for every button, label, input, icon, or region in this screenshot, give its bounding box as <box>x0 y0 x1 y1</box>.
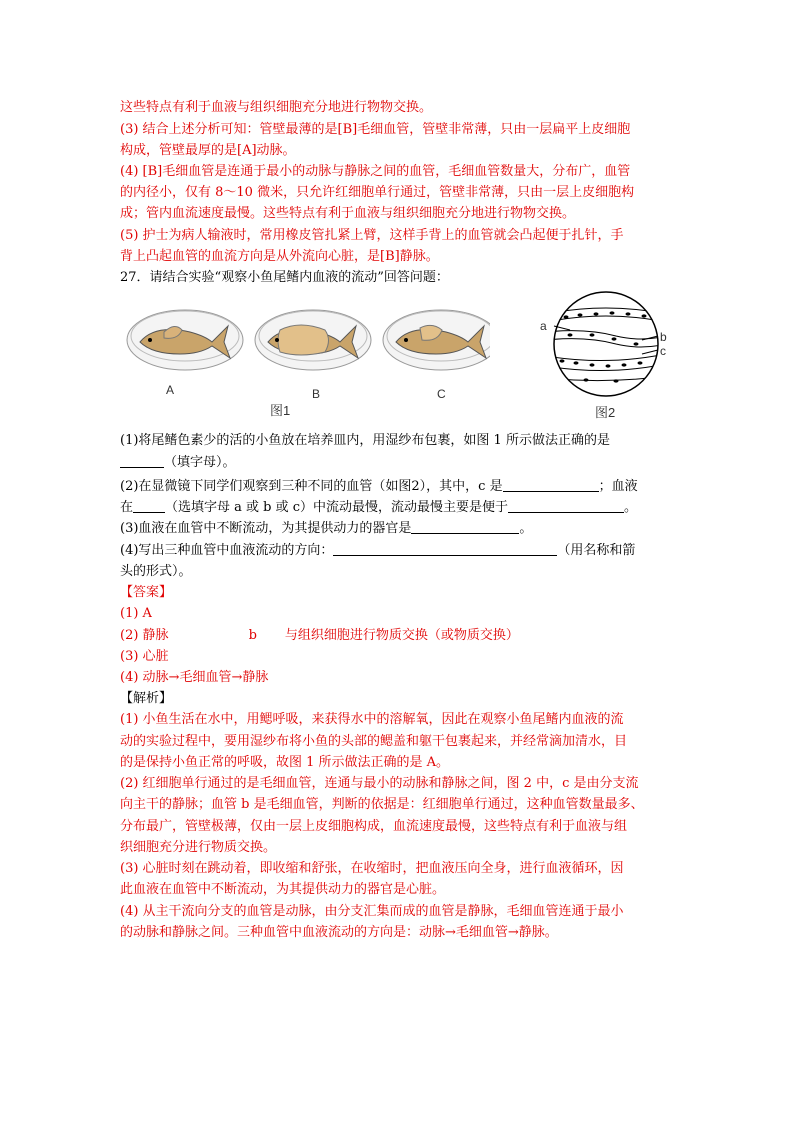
answer-4: (4) 动脉→毛细血管→静脉 <box>120 670 269 685</box>
analysis-line: 的是保持小鱼正常的呼吸，故图 1 所示做法正确的是 A。 <box>120 755 450 770</box>
analysis-line: 分布最广，管壁极薄，仅由一层上皮细胞构成，血流速度最慢，这些特点有利于血液与组 <box>120 819 628 834</box>
petri-dish-b <box>255 310 371 370</box>
analysis-line: 的动脉和静脉之间。三种血管中血液流动的方向是：动脉→毛细血管→静脉。 <box>120 925 558 940</box>
analysis-line: 向主干的静脉；血管 b 是毛细血管，判断的依据是：红细胞单行通过，这种血管数量最多、 <box>120 797 644 812</box>
answer-blank[interactable] <box>133 498 165 513</box>
fig2-label-c: c <box>660 344 666 358</box>
analysis-line: 织细胞充分进行物质交换。 <box>120 840 277 855</box>
prev-line: 的内径小，仅有 8～10 微米，只允许红细胞单行通过，管壁非常薄，只由一层上皮细胞构 <box>120 185 635 200</box>
answer-blank[interactable] <box>503 477 599 492</box>
q1-line-2: （填字母）。 <box>120 453 236 473</box>
q2-line-1: (2)在显微镜下同学们观察到三种不同的血管（如图2），其中，c 是 ；血液 <box>120 479 638 494</box>
fig2-label-a: a <box>540 319 547 333</box>
figure-2-microscope-view <box>546 288 666 400</box>
prev-line: 成；管内血流速度最慢。这些特点有利于血液与组织细胞充分地进行物物交换。 <box>120 206 576 221</box>
analysis-line: (3) 心脏时刻在跳动着，即收缩和舒张，在收缩时，把血液压向全身，进行血液循环，因 <box>120 861 624 876</box>
prev-line: (3) 结合上述分析可知：管壁最薄的是[B]毛细血管，管壁非常薄，只由一层扁平上皮细胞 <box>120 122 631 137</box>
question-title: 27．请结合实验“观察小鱼尾鳍内血液的流动”回答问题： <box>120 270 449 285</box>
prev-line: 背上凸起血管的血流方向是从外流向心脏，是[B]静脉。 <box>120 249 439 264</box>
fig2-label-b: b <box>660 330 667 344</box>
answer-heading: 【答案】 <box>120 585 173 600</box>
fig2-caption: 图2 <box>595 405 616 420</box>
fig1-caption: 图1 <box>270 403 291 418</box>
answer-blank[interactable] <box>120 453 164 468</box>
analysis-line: 动的实验过程中，要用湿纱布将小鱼的头部的鳃盖和躯干包裹起来，并经常滴加清水，目 <box>120 734 628 749</box>
answer-1: (1) A <box>120 606 152 621</box>
fig1-label-a: A <box>166 383 175 397</box>
q3-line: (3)血液在血管中不断流动，为其提供动力的器官是 。 <box>120 521 533 536</box>
analysis-line: (4) 从主干流向分支的血管是动脉，由分支汇集而成的血管是静脉，毛细血管连通于最小 <box>120 904 624 919</box>
figure-1-petri-dishes <box>120 292 490 422</box>
prev-line: (4) [B]毛细血管是连通于最小的动脉与静脉之间的血管，毛细血管数量大，分布广，血管 <box>120 164 631 179</box>
petri-dish-c <box>383 310 490 370</box>
answer-blank[interactable] <box>333 541 557 556</box>
analysis-line: (2) 红细胞单行通过的是毛细血管，连通与最小的动脉和静脉之间，图 2 中，c 是由分支流 <box>120 776 639 791</box>
answer-blank[interactable] <box>508 498 624 513</box>
q4-line-2: 头的形式）。 <box>120 564 192 579</box>
q4-line-1: (4)写出三种血管中血液流动的方向： （用名称和箭 <box>120 543 636 558</box>
analysis-heading: 【解析】 <box>120 691 173 706</box>
prev-line: (5) 护士为病人输液时，常用橡皮管扎紧上臂，这样手背上的血管就会凸起便于扎针，手 <box>120 228 624 243</box>
petri-dish-a <box>127 310 243 370</box>
answer-3: (3) 心脏 <box>120 649 169 664</box>
fig1-label-c: C <box>437 387 446 401</box>
fig1-label-b: B <box>312 387 321 401</box>
analysis-line: 此血液在血管中不断流动，为其提供动力的器官是心脏。 <box>120 882 446 897</box>
prev-line: 构成，管壁最厚的是[A]动脉。 <box>120 143 296 158</box>
analysis-line: (1) 小鱼生活在水中，用鳃呼吸，来获得水中的溶解氧，因此在观察小鱼尾鳍内血液的流 <box>120 712 624 727</box>
q1-line-1: (1)将尾鳍色素少的活的小鱼放在培养皿内，用湿纱布包裹，如图 1 所示做法正确的是 <box>120 433 610 448</box>
answer-blank[interactable] <box>411 519 519 534</box>
answer-2: (2) 静脉 b 与组织细胞进行物质交换（或物质交换） <box>120 628 519 643</box>
prev-line: 这些特点有利于血液与组织细胞充分地进行物物交换。 <box>120 100 433 115</box>
q2-line-2: 在 （选填字母 a 或 b 或 c）中流动最慢，流动最慢主要是便于 。 <box>120 500 638 515</box>
